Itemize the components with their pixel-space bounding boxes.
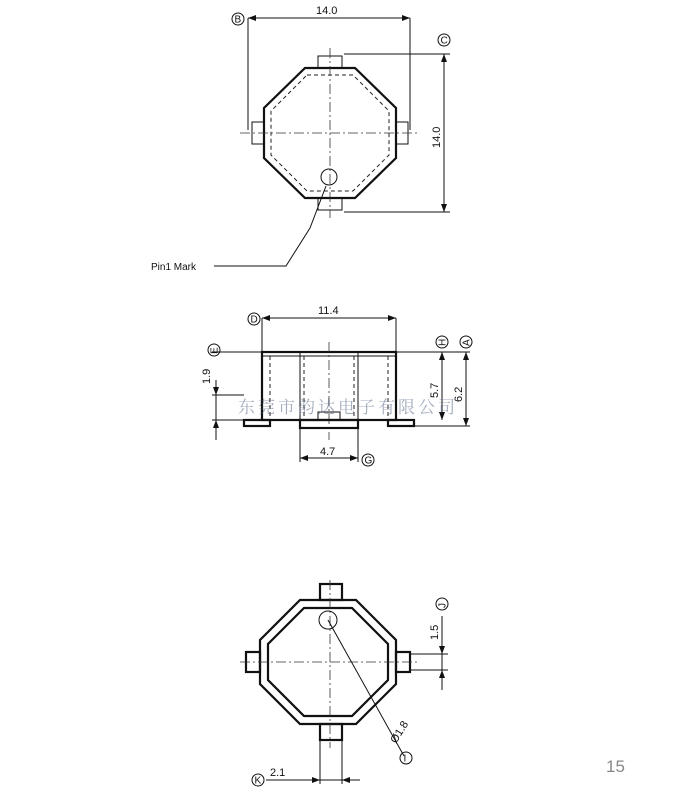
ref-label-h: H xyxy=(437,338,449,346)
side-dim-6-2: 6.2 xyxy=(453,386,465,402)
side-terminal-left xyxy=(244,420,270,426)
ref-label-g: G xyxy=(364,455,373,467)
pin1-mark-label: Pin1 Mark xyxy=(151,262,197,273)
top-width-dimension: 14.0 xyxy=(316,5,338,17)
ref-label-i: I xyxy=(403,753,407,765)
pin1-mark-circle xyxy=(321,169,337,185)
bottom-dim-2-1: 2.1 xyxy=(270,767,286,779)
ref-label-e: E xyxy=(209,347,221,354)
top-view xyxy=(151,5,450,273)
page-number: 15 xyxy=(606,757,625,776)
side-view xyxy=(201,305,473,467)
bottom-dim-1-5: 1.5 xyxy=(429,624,441,640)
side-dim-4-7: 4.7 xyxy=(320,446,336,458)
side-dim-1-9: 1.9 xyxy=(201,368,213,384)
ref-label-j: J xyxy=(437,603,449,608)
ref-label-d: D xyxy=(250,314,258,326)
top-height-dimension: 14.0 xyxy=(431,126,443,148)
ref-label-k: K xyxy=(254,775,262,787)
bottom-view xyxy=(240,580,449,787)
bottom-pin-top xyxy=(320,584,342,600)
side-terminal-right xyxy=(388,420,414,426)
bottom-dim-diameter: Ø1.8 xyxy=(388,718,412,746)
watermark-text: 东莞市韵达电子有限公司 xyxy=(238,398,458,418)
side-dim-5-7: 5.7 xyxy=(429,382,441,398)
ref-label-b: B xyxy=(234,14,242,26)
bottom-pin-bottom xyxy=(320,724,342,740)
ref-label-c: C xyxy=(440,35,448,47)
side-width-dimension: 11.4 xyxy=(318,305,339,317)
ref-label-a: A xyxy=(461,339,473,346)
